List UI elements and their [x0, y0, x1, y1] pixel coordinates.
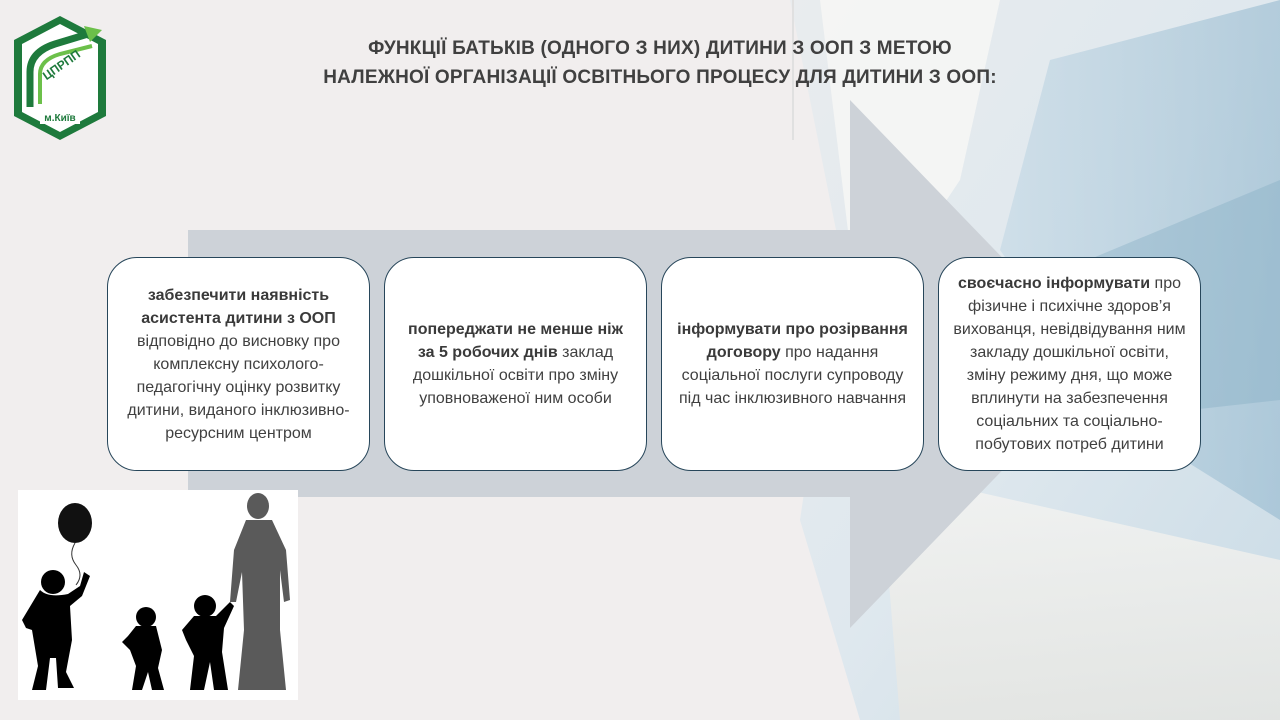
box-1-text: відповідно до висновку про комплексну психолого-педагогічну оцінку розвитку дитини, виданого інклюзивно-ресурсним центром [127, 332, 350, 442]
page-title [250, 34, 1070, 92]
family-silhouette-image [18, 490, 298, 700]
logo-text: ЦПРПП [40, 47, 83, 83]
logo-city: м.Київ [44, 113, 76, 124]
box-3-text: про надання соціальної послуги супроводу під час інклюзивного навчання [678, 344, 906, 407]
box-2-bold: попереджати не менше ніж за 5 робочих днів [408, 321, 623, 361]
title-line-1: ФУНКЦІЇ БАТЬКІВ (ОДНОГО З НИХ) ДИТИНИ З ООП З МЕТОЮ [368, 38, 952, 59]
box-2-text: заклад дошкільної освіти про зміну уповноваженої ним особи [412, 344, 619, 407]
function-box-assistant [107, 257, 370, 471]
function-box-contract [661, 257, 924, 471]
box-3-bold: інформувати про розірвання договору [677, 321, 908, 361]
title-line-2: НАЛЕЖНОЇ ОРГАНІЗАЦІЇ ОСВІТНЬОГО ПРОЦЕСУ ДЛЯ ДИТИНИ З ООП: [323, 67, 997, 88]
box-4-text: про фізичне і психічне здоров’я вихованця, невідвідування ним закладу дошкільної освіти, зміну режиму дня, що може вплинути на забезпечення соціальних та соціально-побутових потреб дитини [953, 275, 1186, 453]
logo [10, 12, 110, 144]
function-box-inform-health [938, 257, 1201, 471]
function-box-notify-change [384, 257, 647, 471]
box-1-bold: забезпечити наявність асистента дитини з ООП [141, 286, 336, 327]
box-4-bold: своєчасно інформувати [958, 275, 1151, 292]
